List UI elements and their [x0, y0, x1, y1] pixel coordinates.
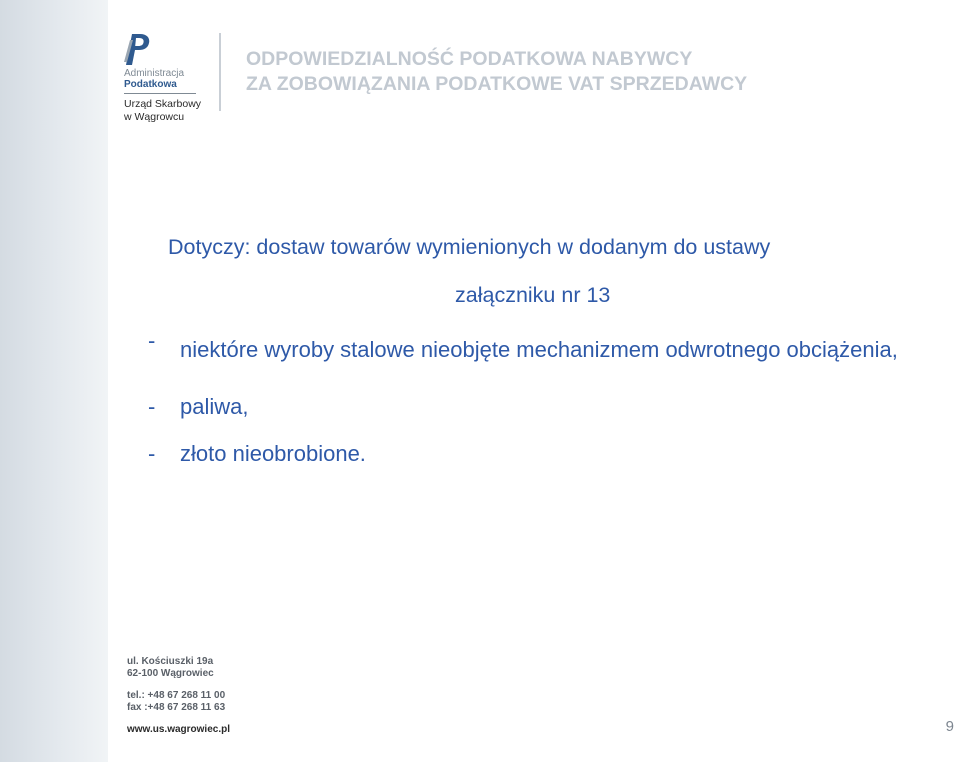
left-side-band: [0, 0, 108, 762]
office-name: Urząd Skarbowy: [124, 98, 202, 110]
footer-phone: tel.: +48 67 268 11 00: [127, 690, 226, 701]
subject-line-2: załączniku nr 13: [455, 283, 611, 307]
list-bullet: -: [148, 328, 156, 353]
goods-list: [148, 327, 955, 467]
footer-city: 62-100 Wągrowiec: [127, 668, 214, 679]
page-title-line-2: ZA ZOBOWIĄZANIA PODATKOWE VAT SPRZEDAWCY: [246, 73, 748, 95]
logo-text-administracja: Administracja: [124, 68, 185, 79]
list-item: [148, 440, 955, 467]
list-item-text: paliwa,: [180, 394, 249, 419]
logo: [124, 32, 214, 124]
page-number: 9: [945, 718, 954, 735]
subject-line-1: Dotyczy: dostaw towarów wymienionych w dodanym do ustawy: [168, 235, 771, 259]
logo-divider: [124, 93, 196, 94]
contact-footer: [127, 656, 230, 736]
footer-fax: fax :+48 67 268 11 63: [127, 702, 226, 713]
list-bullet: -: [148, 441, 156, 466]
list-item: [148, 393, 955, 420]
footer-website-link[interactable]: www.us.wagrowiec.pl: [127, 724, 230, 735]
page-title: [246, 47, 747, 97]
list-item-text: niektóre wyroby stalowe nieobjęte mechanizmem odwrotnego obciążenia,: [180, 337, 898, 362]
footer-street: ul. Kościuszki 19a: [127, 656, 214, 667]
logo-text-podatkowa: Podatkowa: [124, 79, 177, 90]
list-bullet: -: [148, 394, 156, 419]
tax-administration-logo-icon: [124, 32, 150, 66]
page-title-line-1: ODPOWIEDZIALNOŚĆ PODATKOWA NABYWCY: [246, 48, 693, 70]
office-location: w Wągrowcu: [124, 111, 185, 123]
list-item: [148, 327, 955, 373]
header-divider: [219, 33, 221, 111]
list-item-text: złoto nieobrobione.: [180, 441, 366, 466]
